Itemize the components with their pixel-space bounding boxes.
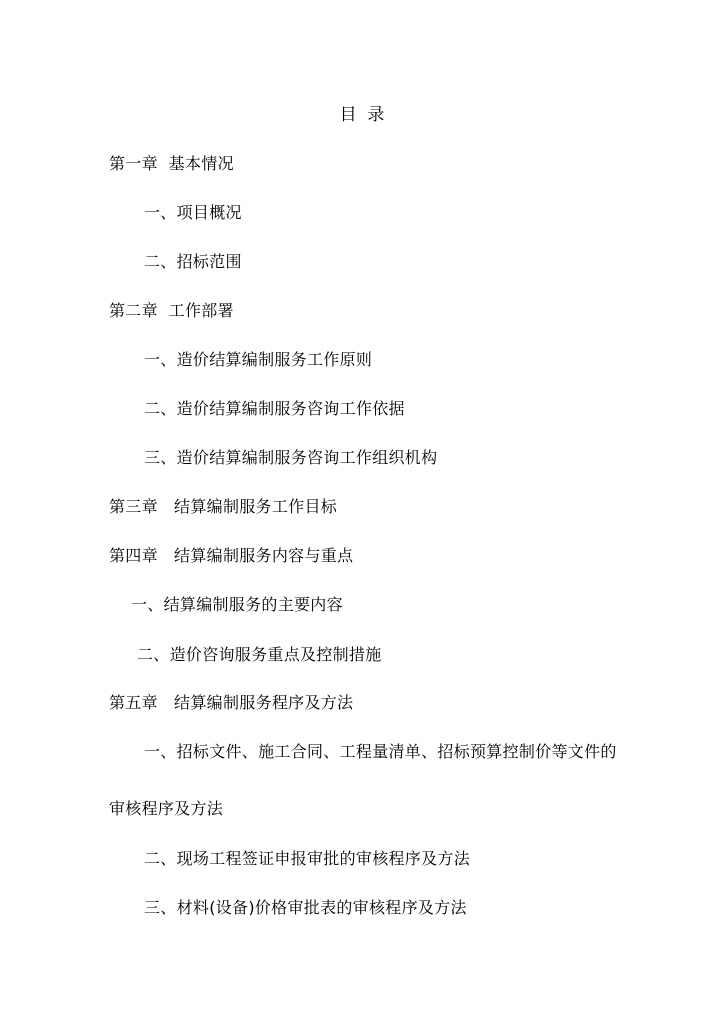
toc-section-5-1: 一、招标文件、施工合同、工程量清单、招标预算控制价等文件的 (144, 742, 617, 761)
toc-section-2-1: 一、造价结算编制服务工作原则 (144, 350, 373, 369)
toc-chapter-3: 第三章 结算编制服务工作目标 (109, 497, 338, 516)
toc-section-2-2: 二、造价结算编制服务咨询工作依据 (144, 399, 405, 418)
toc-section-1-2: 二、招标范围 (144, 252, 242, 271)
toc-chapter-5: 第五章 结算编制服务程序及方法 (109, 693, 354, 712)
toc-chapter-4: 第四章 结算编制服务内容与重点 (109, 546, 354, 565)
toc-section-4-2: 二、造价咨询服务重点及控制措施 (137, 645, 382, 664)
toc-chapter-1: 第一章 基本情况 (109, 154, 234, 173)
toc-title: 目 录 (339, 105, 385, 125)
toc-section-5-1-continued: 审核程序及方法 (109, 799, 224, 818)
toc-section-5-3: 三、材料(设备)价格审批表的审核程序及方法 (144, 898, 467, 917)
toc-section-4-1: 一、结算编制服务的主要内容 (131, 595, 343, 614)
toc-section-5-2: 二、现场工程签证申报审批的审核程序及方法 (144, 849, 471, 868)
toc-chapter-2: 第二章 工作部署 (109, 301, 234, 320)
toc-section-1-1: 一、项目概况 (144, 203, 242, 222)
toc-section-2-3: 三、造价结算编制服务咨询工作组织机构 (144, 448, 438, 467)
